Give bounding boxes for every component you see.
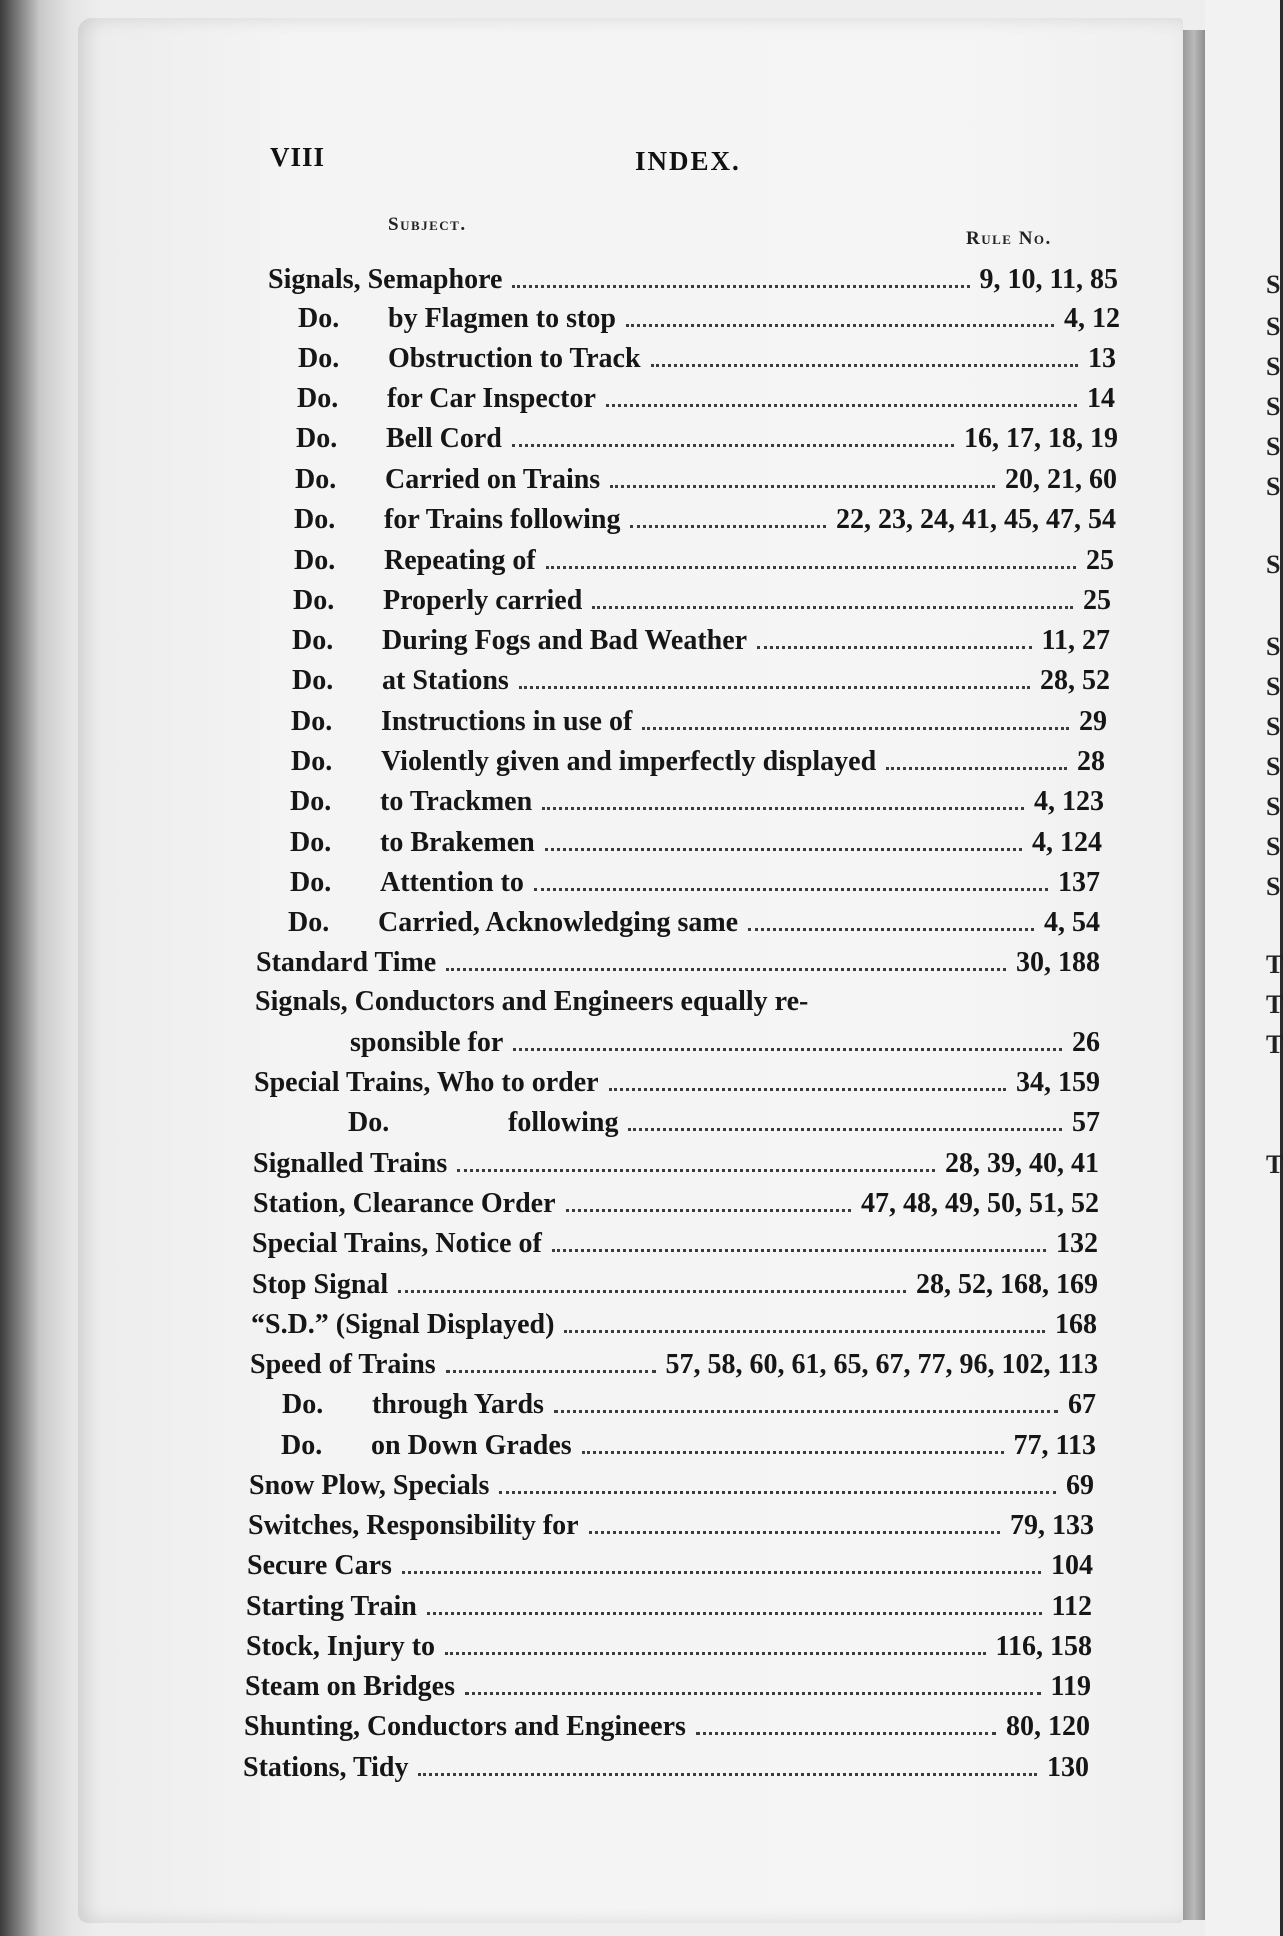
entry-subject: by Flagmen to stop xyxy=(388,303,616,334)
entry-subject: During Fogs and Bad Weather xyxy=(382,625,748,656)
entry-subject: Stations, Tidy xyxy=(243,1752,409,1783)
index-entry xyxy=(282,1388,1096,1424)
dot-leader xyxy=(534,866,1048,891)
entry-subject: Starting Train xyxy=(246,1591,417,1622)
entry-subject: Special Trains, Who to order xyxy=(254,1067,599,1098)
rule-numbers: 4, 54 xyxy=(1044,907,1100,938)
facing-page-letter: S xyxy=(1266,550,1281,579)
entry-subject: Violently given and imperfectly displayed xyxy=(381,746,877,777)
dot-leader xyxy=(606,382,1077,407)
index-entry xyxy=(246,1630,1092,1666)
rule-numbers: 47, 48, 49, 50, 51, 52 xyxy=(861,1188,1099,1219)
facing-page-letter: S xyxy=(1266,352,1281,381)
rule-numbers: 34, 159 xyxy=(1016,1067,1100,1098)
facing-page-letter: S xyxy=(1266,672,1281,701)
dot-leader xyxy=(630,503,826,528)
dot-leader xyxy=(445,1630,986,1655)
index-entry xyxy=(256,946,1100,982)
page-header xyxy=(270,142,1100,182)
dot-leader xyxy=(457,1147,935,1172)
index-entry xyxy=(281,1429,1096,1465)
facing-page-letter: S xyxy=(1266,312,1281,341)
ditto-mark: Do. xyxy=(348,1107,390,1138)
ditto-mark: Do. xyxy=(292,665,334,696)
rule-numbers: 16, 17, 18, 19 xyxy=(964,423,1118,454)
entry-subject: following xyxy=(508,1107,619,1138)
entry-subject: on Down Grades xyxy=(371,1430,572,1461)
entry-subject: Signals, Conductors and Engineers equally re- xyxy=(255,986,809,1017)
ditto-mark: Do. xyxy=(293,585,335,616)
rule-numbers: 79, 133 xyxy=(1010,1510,1094,1541)
entry-subject: Standard Time xyxy=(256,947,437,978)
facing-page-letter: S xyxy=(1266,752,1281,781)
entry-subject: Shunting, Conductors and Engineers xyxy=(244,1711,686,1742)
facing-page-letter: S xyxy=(1266,432,1281,461)
dot-leader xyxy=(582,1429,1004,1454)
facing-page-letter: S xyxy=(1266,392,1281,421)
index-entry xyxy=(293,584,1111,620)
rule-numbers: 119 xyxy=(1050,1671,1091,1702)
index-entry xyxy=(249,1469,1094,1505)
dot-leader xyxy=(398,1268,906,1293)
rule-numbers: 13 xyxy=(1088,343,1116,374)
index-entry xyxy=(253,1187,1099,1223)
index-entry xyxy=(292,664,1110,700)
entry-subject: Steam on Bridges xyxy=(245,1671,455,1702)
index-entry xyxy=(254,1066,1100,1102)
rule-numbers: 130 xyxy=(1047,1752,1089,1783)
index-entry xyxy=(296,422,1118,458)
ditto-mark: Do. xyxy=(292,625,334,656)
dot-leader xyxy=(696,1710,996,1735)
dot-leader xyxy=(651,342,1078,367)
entry-subject: Carried on Trains xyxy=(385,464,601,495)
facing-page-letter: S xyxy=(1266,832,1281,861)
dot-leader xyxy=(566,1187,852,1212)
entry-subject: Stop Signal xyxy=(252,1269,389,1300)
index-entry xyxy=(290,785,1104,821)
dot-leader xyxy=(465,1670,1041,1695)
rule-numbers: 28, 52 xyxy=(1040,665,1110,696)
ditto-mark: Do. xyxy=(295,464,337,495)
facing-page-letter: S xyxy=(1266,472,1281,501)
dot-leader xyxy=(589,1509,1000,1534)
dot-leader xyxy=(554,1388,1058,1413)
facing-page-letter: S xyxy=(1266,632,1281,661)
entry-subject: Signalled Trains xyxy=(253,1148,448,1179)
page-number: VIII xyxy=(270,142,326,172)
entry-subject: Station, Clearance Order xyxy=(253,1188,556,1219)
rule-numbers: 26 xyxy=(1072,1027,1100,1058)
dot-leader xyxy=(626,302,1054,327)
facing-page-letter: T xyxy=(1266,1150,1283,1179)
index-entry xyxy=(243,1751,1089,1787)
rule-numbers: 9, 10, 11, 85 xyxy=(979,264,1118,295)
ditto-mark: Do. xyxy=(294,504,336,535)
entry-subject: “S.D.” (Signal Displayed) xyxy=(251,1309,555,1340)
ditto-mark: Do. xyxy=(298,303,340,334)
dot-leader xyxy=(402,1549,1041,1574)
dot-leader xyxy=(748,906,1034,931)
entry-subject: for Trains following xyxy=(384,504,621,535)
index-entry xyxy=(252,1268,1098,1304)
ditto-mark: Do. xyxy=(290,786,332,817)
index-entry xyxy=(295,463,1117,499)
index-entry xyxy=(350,1026,1100,1062)
ditto-mark: Do. xyxy=(290,827,332,858)
facing-page-letter: S xyxy=(1266,872,1281,901)
index-entry xyxy=(298,302,1120,338)
rule-numbers: 137 xyxy=(1058,867,1100,898)
dot-leader xyxy=(512,422,954,447)
rule-numbers: 30, 188 xyxy=(1016,947,1100,978)
rule-numbers: 4, 123 xyxy=(1034,786,1104,817)
rule-numbers: 25 xyxy=(1083,585,1111,616)
dot-leader xyxy=(418,1751,1037,1776)
dot-leader xyxy=(446,1348,656,1373)
rule-numbers: 20, 21, 60 xyxy=(1005,464,1117,495)
facing-page-letter: S xyxy=(1266,712,1281,741)
index-entry xyxy=(250,1348,1098,1384)
rule-numbers: 28, 52, 168, 169 xyxy=(916,1269,1098,1300)
entry-subject: for Car Inspector xyxy=(387,383,596,414)
entry-subject: Carried, Acknowledging same xyxy=(378,907,739,938)
index-entry xyxy=(288,906,1100,942)
index-entry xyxy=(297,382,1115,418)
dot-leader xyxy=(757,624,1031,649)
dot-leader xyxy=(642,705,1069,730)
rule-numbers: 168 xyxy=(1055,1309,1097,1340)
index-entry xyxy=(252,1227,1098,1263)
index-entry xyxy=(255,986,1045,1022)
rule-numbers: 57, 58, 60, 61, 65, 67, 77, 96, 102, 113 xyxy=(665,1349,1098,1380)
facing-page-letter: S xyxy=(1266,792,1281,821)
entry-subject: to Brakemen xyxy=(380,827,535,858)
entry-subject: Repeating of xyxy=(384,545,536,576)
dot-leader xyxy=(609,1066,1006,1091)
ditto-mark: Do. xyxy=(297,383,339,414)
rule-numbers: 67 xyxy=(1068,1389,1096,1420)
entry-subject: Signals, Semaphore xyxy=(268,264,503,295)
dot-leader xyxy=(610,463,995,488)
rule-numbers: 77, 113 xyxy=(1013,1430,1096,1461)
facing-page-letter: S xyxy=(1266,270,1281,299)
ditto-mark: Do. xyxy=(298,343,340,374)
ditto-mark: Do. xyxy=(291,706,333,737)
entry-subject: Switches, Responsibility for xyxy=(248,1510,579,1541)
index-entry xyxy=(294,503,1116,539)
rule-numbers: 22, 23, 24, 41, 45, 47, 54 xyxy=(836,504,1116,535)
column-header-subject: Subject. xyxy=(388,214,467,235)
page-title: INDEX. xyxy=(635,146,741,176)
dot-leader xyxy=(519,664,1030,689)
dot-leader xyxy=(546,544,1076,569)
index-entry xyxy=(298,342,1116,378)
dot-leader xyxy=(592,584,1073,609)
rule-numbers: 28, 39, 40, 41 xyxy=(945,1148,1099,1179)
index-entry xyxy=(291,705,1107,741)
column-header-rule-no: Rule No. xyxy=(966,228,1052,249)
dot-leader xyxy=(886,745,1067,770)
facing-page-letter: T xyxy=(1266,1030,1283,1059)
rule-numbers: 112 xyxy=(1051,1591,1092,1622)
rule-numbers: 104 xyxy=(1051,1550,1093,1581)
dot-leader xyxy=(513,1026,1062,1051)
dot-leader xyxy=(446,946,1006,971)
rule-numbers: 28 xyxy=(1077,746,1105,777)
ditto-mark: Do. xyxy=(291,746,333,777)
rule-numbers: 116, 158 xyxy=(995,1631,1092,1662)
rule-numbers: 29 xyxy=(1079,706,1107,737)
index-entry xyxy=(290,826,1102,862)
dot-leader xyxy=(552,1227,1046,1252)
facing-page-letter: T xyxy=(1266,950,1283,979)
index-entry xyxy=(253,1147,1099,1183)
rule-numbers: 69 xyxy=(1066,1470,1094,1501)
ditto-mark: Do. xyxy=(288,907,330,938)
ditto-mark: Do. xyxy=(282,1389,324,1420)
index-entry xyxy=(247,1549,1093,1585)
facing-page-letter: T xyxy=(1266,990,1283,1019)
ditto-mark: Do. xyxy=(294,545,336,576)
dot-leader xyxy=(545,826,1022,851)
entry-subject: Instructions in use of xyxy=(381,706,633,737)
entry-subject: Attention to xyxy=(380,867,524,898)
entry-subject: Special Trains, Notice of xyxy=(252,1228,542,1259)
dot-leader xyxy=(512,263,969,288)
dot-leader xyxy=(427,1590,1042,1615)
entry-subject: at Stations xyxy=(382,665,509,696)
index-entry xyxy=(251,1308,1097,1344)
page-gutter xyxy=(1183,30,1205,1920)
ditto-mark: Do. xyxy=(296,423,338,454)
ditto-mark: Do. xyxy=(290,867,332,898)
index-entry xyxy=(248,1509,1094,1545)
dot-leader xyxy=(564,1308,1045,1333)
index-entry xyxy=(244,1710,1090,1746)
rule-numbers: 132 xyxy=(1056,1228,1098,1259)
entry-subject: Stock, Injury to xyxy=(246,1631,436,1662)
ditto-mark: Do. xyxy=(281,1430,323,1461)
rule-numbers: 25 xyxy=(1086,545,1114,576)
dot-leader xyxy=(499,1469,1056,1494)
entry-subject: sponsible for xyxy=(350,1027,504,1058)
entry-subject: to Trackmen xyxy=(380,786,533,817)
index-entry xyxy=(348,1106,1100,1142)
entry-subject: Obstruction to Track xyxy=(388,343,641,374)
index-entry xyxy=(292,624,1110,660)
index-entry xyxy=(245,1670,1091,1706)
entry-subject: Bell Cord xyxy=(386,423,502,454)
entry-subject: Secure Cars xyxy=(247,1550,392,1581)
index-entry xyxy=(290,866,1100,902)
index-entry xyxy=(294,544,1114,580)
rule-numbers: 80, 120 xyxy=(1006,1711,1090,1742)
dot-leader xyxy=(542,785,1024,810)
entry-subject: through Yards xyxy=(372,1389,544,1420)
index-entry xyxy=(246,1590,1092,1626)
entry-subject: Properly carried xyxy=(383,585,583,616)
entry-subject: Speed of Trains xyxy=(250,1349,436,1380)
index-entry xyxy=(268,263,1118,299)
rule-numbers: 57 xyxy=(1072,1107,1100,1138)
rule-numbers: 14 xyxy=(1087,383,1115,414)
dot-leader xyxy=(628,1106,1062,1131)
rule-numbers: 11, 27 xyxy=(1041,625,1110,656)
rule-numbers: 4, 124 xyxy=(1032,827,1102,858)
entry-subject: Snow Plow, Specials xyxy=(249,1470,490,1501)
rule-numbers: 4, 12 xyxy=(1064,303,1120,334)
index-entry xyxy=(291,745,1105,781)
